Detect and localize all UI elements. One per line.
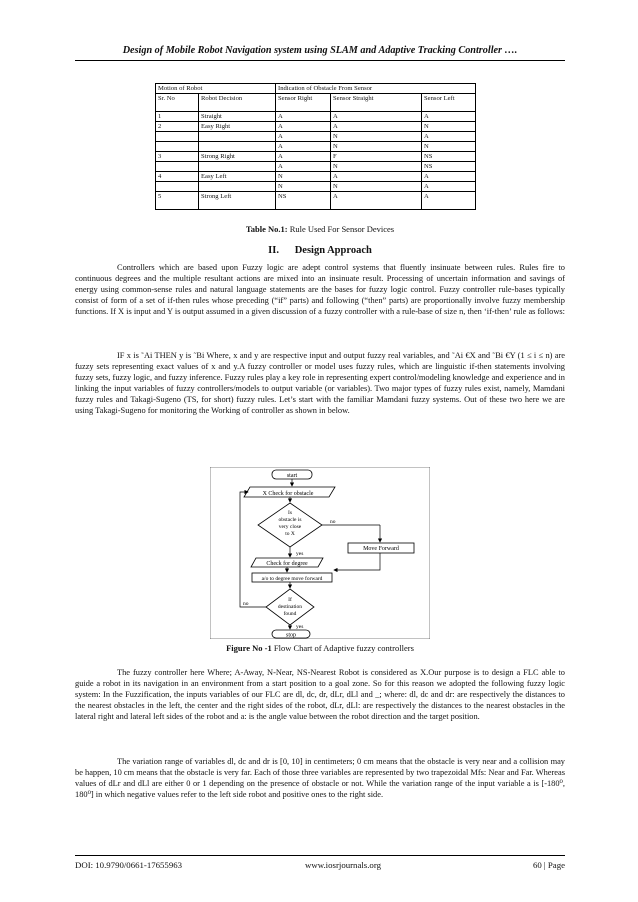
- footer-rule: [75, 855, 565, 856]
- table-row: A N NS: [156, 162, 476, 172]
- table-row: 3 Strong Right A F NS: [156, 152, 476, 162]
- sensor-rules-table: [155, 83, 476, 210]
- table-row: 2 Easy Right A A N: [156, 122, 476, 132]
- flow-no-label-1: no: [330, 519, 336, 525]
- flow-move-forward-label: Move Forward: [363, 546, 399, 552]
- table-caption: [75, 224, 565, 234]
- col-header-left: Sensor Left: [422, 94, 476, 112]
- section-heading: [75, 245, 565, 256]
- flowchart: [210, 467, 430, 639]
- header-rule: [75, 60, 565, 61]
- paragraph-4: The variation range of variables dl, dc and dr is [0, 10] in centimeters; 0 cm means that the obstacle is very near and a collision may be happen, 10 cm means that the obstacle is very far. Each of those three variables are represented by two trapezoidal Mfs: Near and Far. Whereas values of dLr and dLl are either 0 or 1 depending on the presence of obstacle or not. While the variation range of the input variable a is [-180⁰, 180⁰] in which negative values refer to the left side robot and positive ones to the right side.: [75, 757, 565, 799]
- section-number: II.: [268, 245, 279, 256]
- flow-no-label-2: no: [243, 601, 249, 607]
- paragraph-2: IF x is ˜Ai THEN y is ˜Bi Where, x and y are respective input and output fuzzy real variables, and ˜Ai €X and ˜Bi €Y (1 ≤ i ≤ n) are fuzzy sets representing exact values of x and y.A fuzzy controller or model uses fuzzy rules, which are linguistic if-then statements involving fuzzy sets, fuzzy logic, and fuzzy inference. Fuzzy rules play a key role in representing expert control/modeling knowledge and experience and in linking the input variables of fuzzy controllers/models to output variable (or variables). Two major types of fuzzy rules exist, namely, Mamdani fuzzy rules and Takagi-Sugeno (TS, for short) fuzzy rules. Let’s start with the familiar Mamdani fuzzy systems. Out of these two here we are using Takagi-Sugeno for monitoring the Working of controller as shown in below.: [75, 351, 565, 415]
- flow-decision-destination-line2: destination: [277, 604, 303, 610]
- paragraph-3: The fuzzy controller here Where; A-Away, N-Near, NS-Nearest Robot is considered as X.Our purpose is to design a FLC able to guide a robot in its navigation in an environment from a start position to a goal zone. So for this reason we adopted the following fuzzy logic system: In the Fuzzification, the inputs variables of our FLC are dl, dc, dr, dLr, dLl and _; where: dl, dc and dr: are respectively the distances to the nearest obstacles in the left, the center and the right sides of the robot, dLr, dLl: are respectively the distances to the nearest obstacles in the lateral right and lateral left sides of the robot and a: is the angle value between the robot direction and the target position.: [75, 668, 565, 721]
- table-row: 1 Straight A A A: [156, 112, 476, 122]
- flow-stop-label: stop: [285, 632, 297, 639]
- flow-degree-move-label: a/o to degree move forward: [261, 576, 323, 582]
- flow-decision-destination-line1: If: [288, 597, 292, 603]
- flow-check-degree-label: Check for degree: [266, 561, 308, 567]
- paragraph-1: Controllers which are based upon Fuzzy logic are adept control systems that fluently insinuate between rules. Rules fire to continuous degrees and the multiple resultant actions are mixed into an insinuate result. Processing of uncertain information and savings of energy using common-sense rules and natural language statements are the bases for fuzzy logic control. Fuzzy controller rule-bases typically consist of form of a set of if-then rules whose preceding (“if” parts) and following (“then” parts) are proportionally involve fuzzy membership functions. If X is input and Y is output assumed in a given discussion of a fuzzy controller with a rule-base of size n, then ‘if-then’ rule as follows:: [75, 263, 565, 316]
- table-caption-text: Rule Used For Sensor Devices: [287, 224, 395, 234]
- footer-page-number: 60 | Page: [532, 860, 565, 870]
- table-row: A N N: [156, 142, 476, 152]
- table-row: N N A: [156, 182, 476, 192]
- figure-caption-text: Flow Chart of Adaptive fuzzy controllers: [271, 643, 414, 653]
- flow-decision-obstacle-line1: Is: [288, 510, 292, 516]
- table-caption-label: Table No.1:: [245, 224, 288, 234]
- figure-caption: [75, 643, 565, 653]
- table-header-motion: Motion of Robot: [156, 84, 276, 94]
- footer-doi: DOI: 10.9790/0661-17655963: [75, 860, 183, 870]
- table-header-indication: Indication of Obstacle From Sensor: [276, 84, 476, 94]
- footer-website: www.iosrjournals.org: [305, 860, 381, 870]
- flow-decision-obstacle-line3: very close: [278, 524, 302, 530]
- col-header-decision: Robot Decision: [199, 94, 276, 112]
- table-row: 5 Strong Left NS A A: [156, 192, 476, 210]
- col-header-straight: Sensor Straight: [331, 94, 422, 112]
- flow-check-obstacle-label: X Check for obstacle: [262, 491, 314, 497]
- running-header: Design of Mobile Robot Navigation system using SLAM and Adaptive Tracking Controller ….: [122, 45, 518, 56]
- flow-yes-label-1: yes: [296, 551, 304, 557]
- flow-decision-destination-line3: found: [283, 611, 297, 617]
- table-row: A N A: [156, 132, 476, 142]
- flow-decision-obstacle-line2: obstacle is: [278, 517, 302, 523]
- flow-start-label: start: [286, 473, 298, 479]
- flow-decision-obstacle-line4: to X: [285, 531, 295, 537]
- figure-caption-label: Figure No -1: [226, 643, 272, 653]
- col-header-srno: Sr. No: [156, 94, 199, 112]
- flow-yes-label-2: yes: [296, 624, 304, 630]
- section-title: Design Approach: [294, 245, 372, 256]
- col-header-right: Sensor Right: [276, 94, 331, 112]
- table-row: 4 Easy Left N A A: [156, 172, 476, 182]
